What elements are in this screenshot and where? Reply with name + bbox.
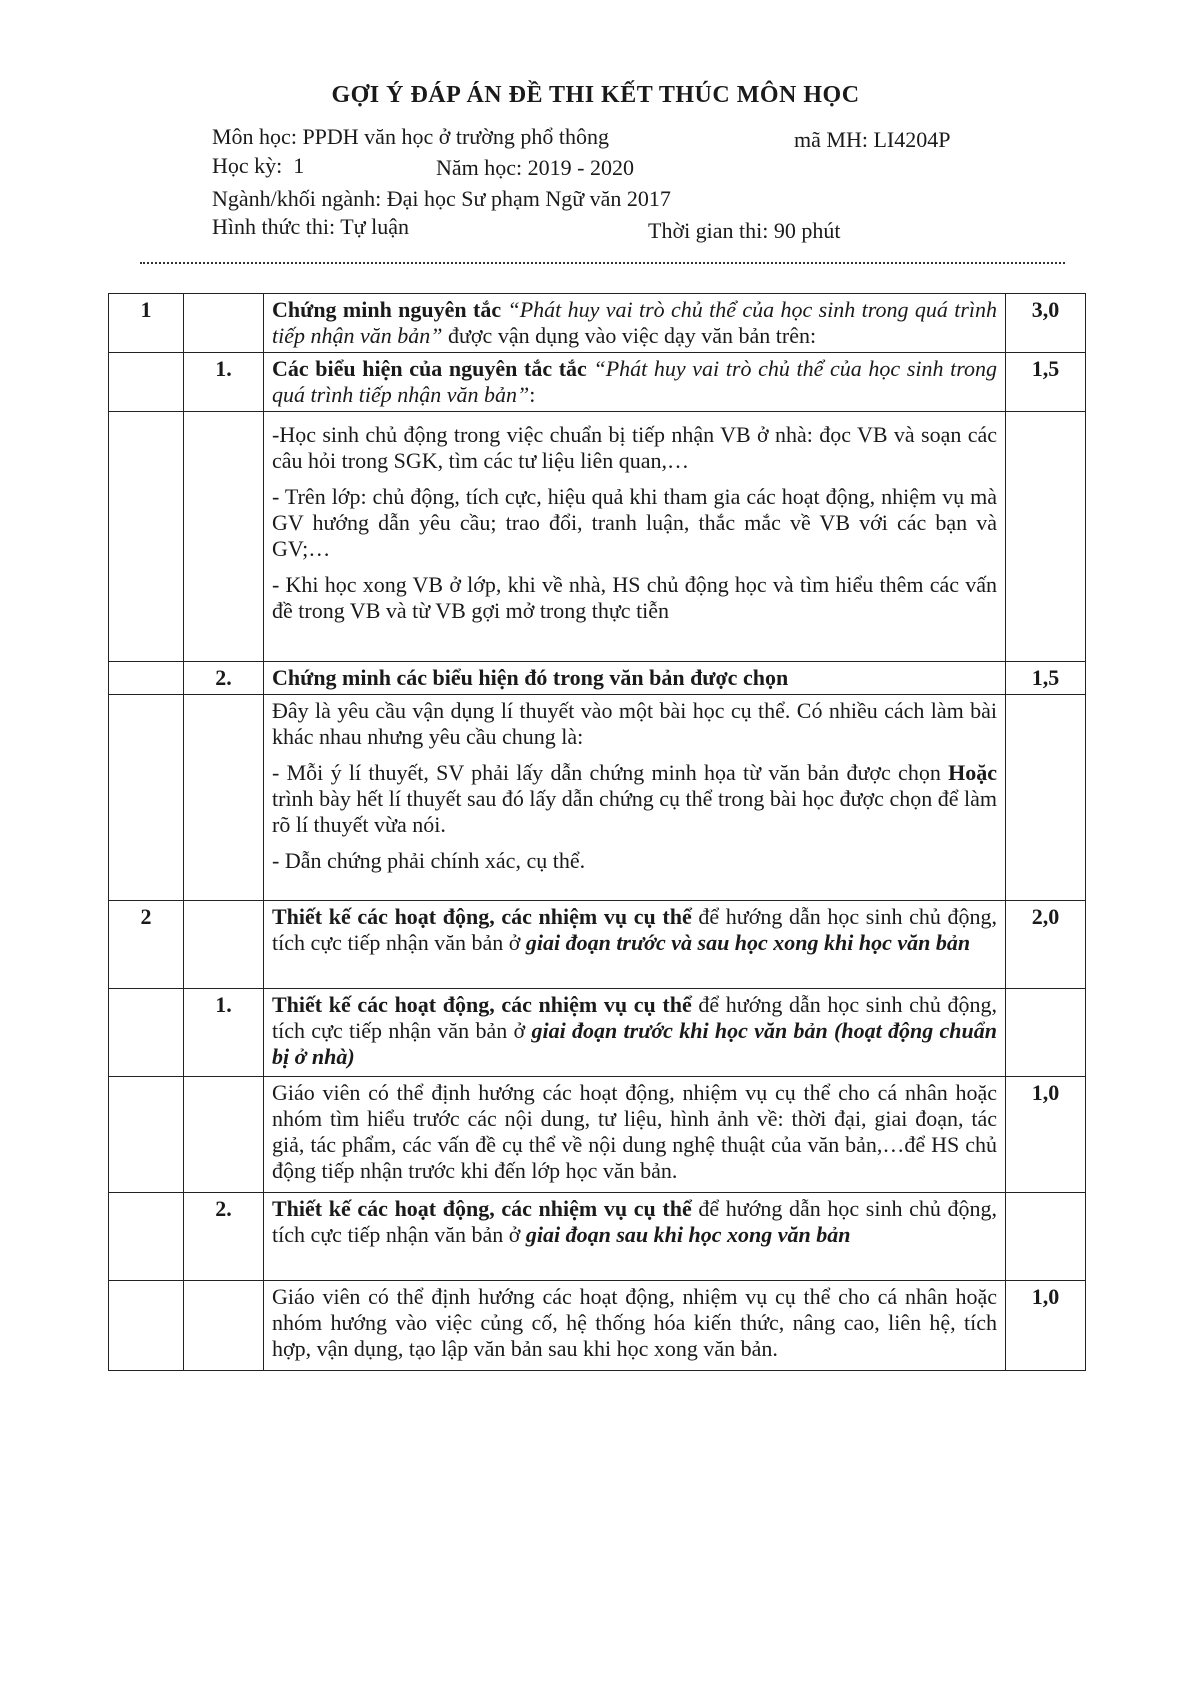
answer-content (264, 412, 1006, 662)
question-heading: Chứng minh nguyên tắc “Phát huy vai trò chủ thể của học sinh trong quá trình tiếp nhận văn bản” được vận dụng vào việc dạy văn bản trên: (264, 294, 1006, 353)
table-row (109, 901, 1086, 989)
table-row (109, 1281, 1086, 1371)
subitem-heading: Chứng minh các biểu hiện đó trong văn bản được chọn (264, 662, 1006, 695)
answer-paragraph: -Học sinh chủ động trong việc chuẩn bị tiếp nhận VB ở nhà: đọc VB và soạn các câu hỏi trong SGK, tìm các tư liệu liên quan,… (272, 422, 997, 473)
subject-line: Môn học: PPDH văn học ở trường phổ thông (212, 124, 609, 149)
semester-line: Học kỳ: 1 (212, 153, 305, 178)
table-row (109, 1077, 1086, 1193)
subitem-number: 1. (184, 989, 264, 1077)
school-year: Năm học: 2019 - 2020 (436, 155, 634, 180)
score-cell: 3,0 (1006, 294, 1086, 353)
score-cell: 1,0 (1006, 1077, 1086, 1193)
question-number: 2 (109, 901, 184, 989)
answer-paragraph: - Dẫn chứng phải chính xác, cụ thể. (272, 848, 586, 873)
subitem-number: 2. (184, 1193, 264, 1281)
table-row (109, 1193, 1086, 1281)
answer-table (108, 293, 1086, 1371)
subitem-heading: Các biểu hiện của nguyên tắc tắc “Phát huy vai trò chủ thể của học sinh trong quá trình tiếp nhận văn bản”: (264, 353, 1006, 412)
answer-paragraph: - Mỗi ý lí thuyết, SV phải lấy dẫn chứng minh họa từ văn bản được chọn Hoặc trình bày hết lí thuyết sau đó lấy dẫn chứng cụ thể trong bài học được chọn để làm rõ lí thuyết vừa nói. (272, 760, 997, 837)
exam-form: Hình thức thi: Tự luận (212, 214, 409, 239)
answer-content: Giáo viên có thể định hướng các hoạt động, nhiệm vụ cụ thể cho cá nhân hoặc nhóm tìm hiểu trước các nội dung, tư liệu, hình ảnh về: thời đại, giai đoạn, tác giả, tác phẩm, các vấn đề cụ thể về nội dung nghệ thuật của văn bản,…để HS chủ động tiếp nhận trước khi đến lớp học văn bản. (264, 1077, 1006, 1193)
table-row (109, 294, 1086, 353)
question-number: 1 (109, 294, 184, 353)
table-row (109, 412, 1086, 662)
answer-paragraph: - Khi học xong VB ở lớp, khi về nhà, HS chủ động học và tìm hiểu thêm các vấn đề trong VB và từ VB gợi mở trong thực tiễn (272, 572, 997, 623)
answer-paragraph: - Trên lớp: chủ động, tích cực, hiệu quả khi tham gia các hoạt động, nhiệm vụ mà GV hướng dẫn yêu cầu; trao đổi, tranh luận, thắc mắc về VB với các bạn và GV;… (272, 484, 997, 561)
table-row (109, 353, 1086, 412)
answer-paragraph: Đây là yêu cầu vận dụng lí thuyết vào một bài học cụ thể. Có nhiều cách làm bài khác nhau nhưng yêu cầu chung là: (272, 698, 997, 749)
table-row (109, 662, 1086, 695)
exam-duration: Thời gian thi: 90 phút (648, 218, 841, 243)
page-title: GỢI Ý ĐÁP ÁN ĐỀ THI KẾT THÚC MÔN HỌC (331, 82, 860, 108)
score-cell: 2,0 (1006, 901, 1086, 989)
subitem-number: 1. (184, 353, 264, 412)
answer-content (264, 695, 1006, 901)
score-cell: 1,5 (1006, 353, 1086, 412)
score-cell: 1,5 (1006, 662, 1086, 695)
table-row (109, 989, 1086, 1077)
subject-code: mã MH: LI4204P (794, 127, 951, 152)
question-heading: Thiết kế các hoạt động, các nhiệm vụ cụ thể để hướng dẫn học sinh chủ động, tích cực tiếp nhận văn bản ở giai đoạn trước và sau học xong khi học văn bản (264, 901, 1006, 989)
subitem-heading: Thiết kế các hoạt động, các nhiệm vụ cụ thể để hướng dẫn học sinh chủ động, tích cực tiếp nhận văn bản ở giai đoạn trước khi học văn bản (hoạt động chuẩn bị ở nhà) (264, 989, 1006, 1077)
major-line: Ngành/khối ngành: Đại học Sư phạm Ngữ văn 2017 (212, 186, 671, 211)
subitem-heading: Thiết kế các hoạt động, các nhiệm vụ cụ thể để hướng dẫn học sinh chủ động, tích cực tiếp nhận văn bản ở giai đoạn sau khi học xong văn bản (264, 1193, 1006, 1281)
score-cell: 1,0 (1006, 1281, 1086, 1371)
dotted-separator (140, 262, 1065, 264)
table-row (109, 695, 1086, 901)
answer-content: Giáo viên có thể định hướng các hoạt động, nhiệm vụ cụ thể cho cá nhân hoặc nhóm hướng vào việc củng cố, hệ thống hóa kiến thức, nâng cao, liên hệ, tích hợp, vận dụng, tạo lập văn bản sau khi học xong văn bản. (264, 1281, 1006, 1371)
subitem-number: 2. (184, 662, 264, 695)
